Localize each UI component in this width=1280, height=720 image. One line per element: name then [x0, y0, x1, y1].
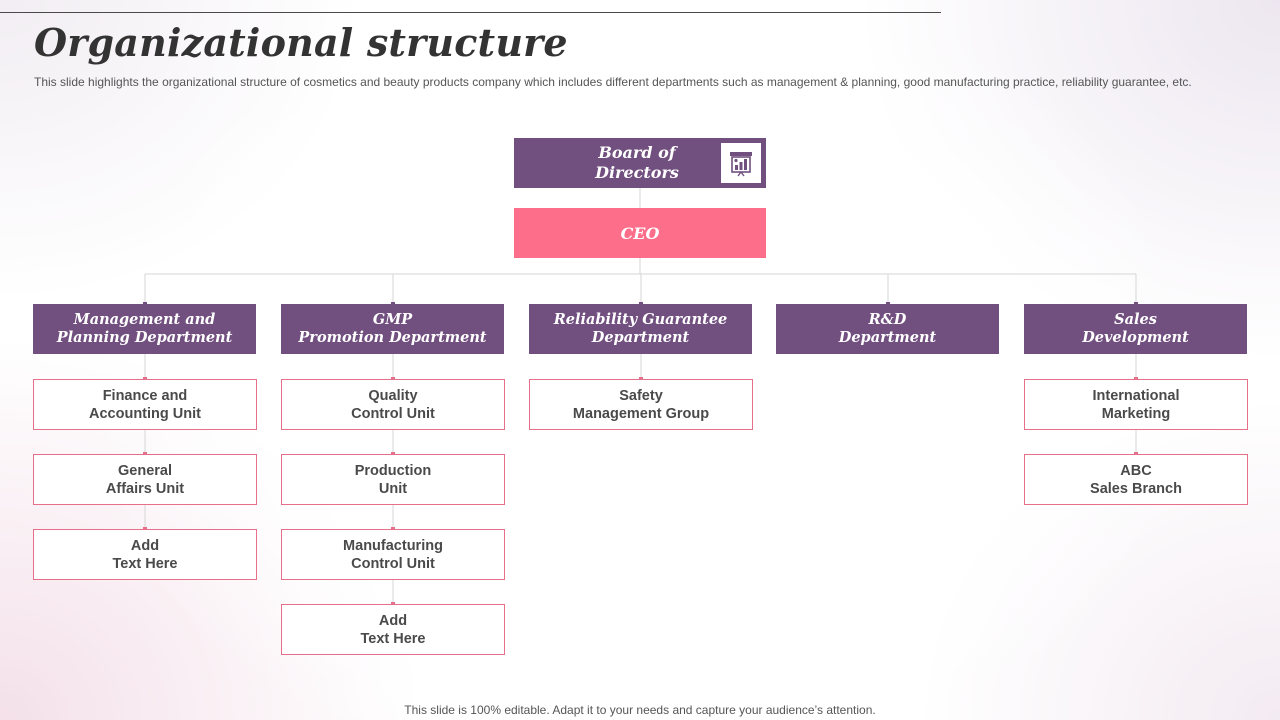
unit-box: Add Text Here [281, 604, 505, 655]
dept-reliability-guarantee: Reliability Guarantee Department [529, 304, 752, 354]
slide-subtitle: This slide highlights the organizational structure of cosmetics and beauty products company which includes different departments such as management & planning, good manufacturing practice, reliability guarantee, etc. [34, 75, 1192, 89]
unit-box: Finance and Accounting Unit [33, 379, 257, 430]
board-label: Board of Directors [595, 143, 679, 182]
unit-box: Safety Management Group [529, 379, 753, 430]
unit-box: General Affairs Unit [33, 454, 257, 505]
unit-box: International Marketing [1024, 379, 1248, 430]
unit-box: ABC Sales Branch [1024, 454, 1248, 505]
dept-management-planning: Management and Planning Department [33, 304, 256, 354]
presentation-chart-icon [721, 143, 761, 183]
slide-title: Organizational structure [34, 20, 568, 65]
unit-box: Manufacturing Control Unit [281, 529, 505, 580]
dept-rnd: R&D Department [776, 304, 999, 354]
unit-box: Production Unit [281, 454, 505, 505]
slide-footer: This slide is 100% editable. Adapt it to your needs and capture your audience’s attention. [404, 703, 876, 717]
dept-gmp-promotion: GMP Promotion Department [281, 304, 504, 354]
ceo-box: CEO [514, 208, 766, 258]
unit-box: Add Text Here [33, 529, 257, 580]
dept-sales-development: Sales Development [1024, 304, 1247, 354]
unit-box: Quality Control Unit [281, 379, 505, 430]
board-of-directors-box [514, 138, 766, 188]
